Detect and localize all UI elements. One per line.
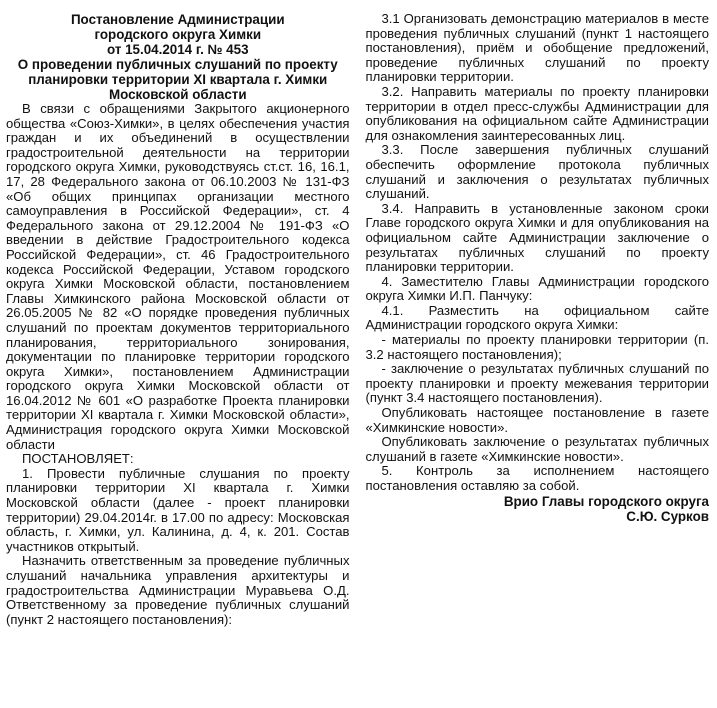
item-2-paragraph: Назначить ответственным за проведение публичных слушаний начальника управления архитектуры и градостроительства Администрации Муравьева О.Д. Ответственному за проведение публичных слушаний (пункт 2 настоящего постановления):: [6, 553, 350, 627]
item-4-1-b-paragraph: - заключение о результатах публичных слушаний по проекту планировки и проекту межевания территории (пункт 3.4 настоящего постановления).: [365, 361, 709, 406]
item-4-1-paragraph: 4.1. Разместить на официальном сайте Администрации городского округа Химки:: [365, 302, 709, 333]
item-4-1-a-paragraph: - материалы по проекту планировки территории (п. 3.2 настоящего постановления);: [365, 332, 709, 362]
document-title-line-1: Постановление Администрации: [70, 12, 285, 27]
document-title-line-2: городского округа Химки: [94, 27, 262, 42]
item-4-paragraph: 4. Заместителю Главы Администрации городского округа Химки И.П. Панчуку:: [365, 273, 709, 304]
left-column: [6, 12, 350, 702]
item-3-4-paragraph: 3.4. Направить в установленные законом сроки Главе городского округа Химки и для опубликования на официальном сайте Администрации заключение о результатах публичных слушаний по проекту планировки территории.: [365, 200, 709, 275]
publish-conclusion-paragraph: Опубликовать заключение о результатах публичных слушаний в газете «Химкинские новости».: [365, 434, 709, 464]
publish-resolution-paragraph: Опубликовать настоящее постановление в газете «Химкинские новости».: [365, 405, 709, 435]
resolves-heading: ПОСТАНОВЛЯЕТ:: [22, 451, 134, 467]
item-3-2-paragraph: 3.2. Направить материалы по проекту планировки территории в отдел пресс-службы Администрации для опубликования на официальном сайте Администрации для ознакомления заинтересованных лиц.: [365, 83, 709, 143]
item-3-1-paragraph: 3.1 Организовать демонстрацию материалов в месте проведения публичных слушаний (пункт 1 настоящего постановления), приём и обобщение предложений, проведение публичных слушаний по проекту планировки территории.: [365, 11, 709, 85]
item-5-paragraph: 5. Контроль за исполнением настоящего постановления оставляю за собой.: [365, 463, 709, 493]
item-3-3-paragraph: 3.3. После завершения публичных слушаний обеспечить оформление протокола публичных слушаний и заключения о результатах публичных слушаний.: [365, 142, 709, 202]
item-1-paragraph: 1. Провести публичные слушания по проекту планировки территории XI квартала г. Химки Московской области (далее - проект планировки территории) 29.04.2014г. в 17.00 по адресу: Московская область, г. Химки, ул. Калинина, д. 4, к. 201. Состав участников открытый.: [6, 465, 350, 554]
document-subtitle: О проведении публичных слушаний по проекту планировки территории XI квартала г. Химки Московской области: [17, 57, 338, 102]
signature-name: С.Ю. Сурков: [626, 508, 709, 524]
document-title-line-3: от 15.04.2014 г. № 453: [106, 42, 249, 57]
preamble-paragraph: В связи с обращениями Закрытого акционерного общества «Союз-Химки», в целях обеспечения участия граждан и их объединений в осуществлении градостроительной деятельности на территории городского округа Химки, руководствуясь ст.ст. 16, 16.1, 17, 28 Федерального закона от 06.10.2003 № 131-ФЗ «Об общих принципах организации местного самоуправления в Российской Федерации», ст. 4 Федерального закона от 29.12.2004 № 191-ФЗ «О введении в действие Градостроительного кодекса Российской Федерации», ст. 46 Градостроительного кодекса Российской Федерации, Уставом городского округа Химки Московской области, постановлением Главы Химкинского района Московской области от 26.05.2005 № 82 «О порядке проведения публичных слушаний по проектам документов территориального планирования, территориального зонирования, документации по планировке территории городского округа Химки», постановлением Администрации городского округа Химки Московской области от 16.04.2012 № 601 «О разработке Проекта планировки территории XI квартала г. Химки Московской области», Администрация городского округа Химки Московской области: [6, 101, 350, 452]
signature-position: Врио Главы городского округа: [503, 493, 709, 509]
right-column: [366, 12, 710, 702]
